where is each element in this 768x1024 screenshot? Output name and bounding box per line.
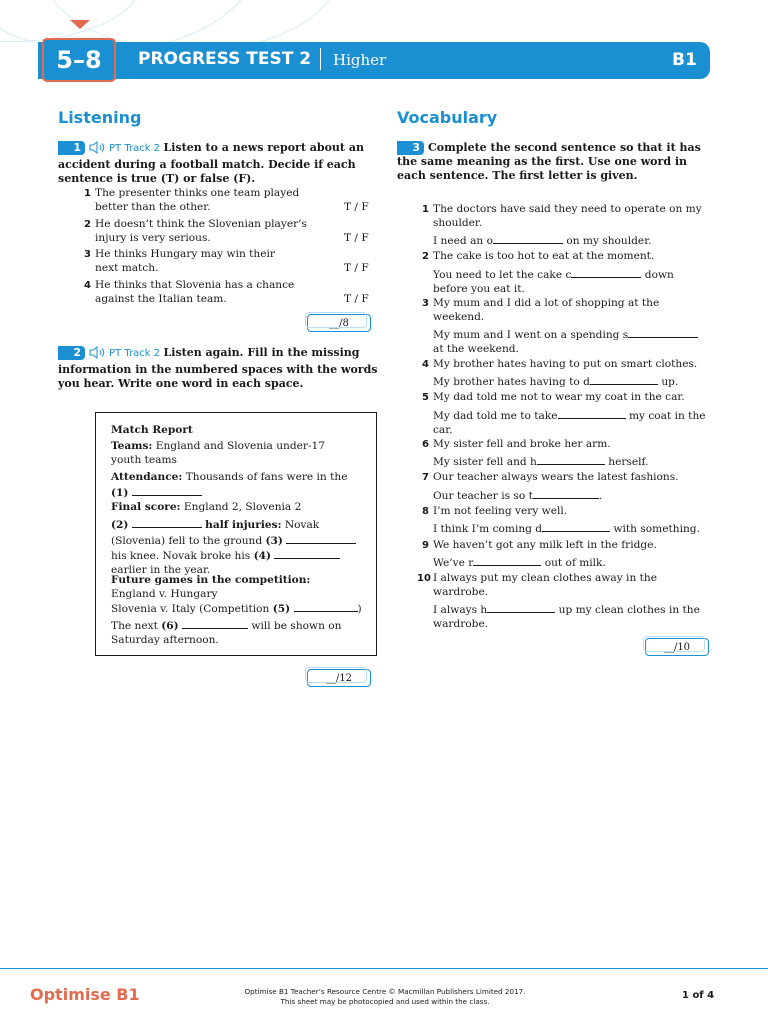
answer-line: My mum and I went on a spending s at the weekend. <box>433 327 713 356</box>
score-box[interactable]: __/12 <box>307 669 371 687</box>
list-item: 10 I always put my clean clothes away in the wardrobe. <box>417 572 657 598</box>
exercise-2-instruction <box>58 346 378 391</box>
answer-blank[interactable] <box>473 555 541 566</box>
item-number: 10 <box>417 573 431 584</box>
report-next: The next (6) will be shown on Saturday afternoon. <box>111 620 342 646</box>
exercise-instruction-text: Listen to a news report about an accident during a football match. Decide if each sentence is true (T) or false (F). <box>58 141 364 185</box>
item-text: The presenter thinks one team played better than the other. <box>95 187 300 213</box>
item-number: 8 <box>422 506 429 517</box>
list-item: 2 The cake is too hot to eat at the moment. <box>433 250 703 264</box>
list-item: 8 I’m not feeling very well. <box>433 505 713 519</box>
item-number: 9 <box>422 540 429 551</box>
answer-line: We’ve r out of milk. <box>433 557 606 569</box>
match-report-box <box>95 412 377 656</box>
listening-heading: Listening <box>58 108 142 127</box>
item-number: 7 <box>422 472 429 483</box>
report-teams: Teams: England and Slovenia under-17 youth teams <box>111 440 326 466</box>
audio-track-label[interactable]: PT Track 2 <box>109 348 161 359</box>
answer-blank-1[interactable] <box>132 485 202 496</box>
list-item <box>84 187 315 214</box>
answer-line: My sister fell and h herself. <box>433 456 649 468</box>
footer-divider <box>0 968 768 969</box>
level-badge: B1 <box>672 50 697 70</box>
answer-line: My brother hates having to d up. <box>433 376 679 388</box>
audio-track-label[interactable]: PT Track 2 <box>109 143 161 154</box>
vocabulary-heading: Vocabulary <box>397 108 498 127</box>
report-attendance: Attendance: Thousands of fans were in the (1) <box>111 471 348 499</box>
item-number: 5 <box>422 392 429 403</box>
item-number: 6 <box>422 439 429 450</box>
exercise-number: 3 <box>397 141 424 155</box>
report-injuries: (2) half injuries: Novak (Slovenia) fell to the ground (3) his knee. Novak broke his (4) earlier in the year. <box>111 517 373 577</box>
item-text: He thinks Hungary may win their next match. <box>95 248 275 274</box>
item-number: 1 <box>422 204 429 215</box>
list-item: 7 Our teacher always wears the latest fashions. <box>433 471 713 485</box>
item-number: 2 <box>422 251 429 262</box>
true-false-choice[interactable]: T / F <box>344 293 369 305</box>
item-text: He doesn’t think the Slovenian player’s injury is very serious. <box>95 218 307 244</box>
answer-blank[interactable] <box>487 602 555 613</box>
answer-line: Our teacher is so t . <box>433 490 603 502</box>
list-item <box>84 248 295 275</box>
answer-blank[interactable] <box>558 408 626 419</box>
answer-line: I need an o on my shoulder. <box>433 235 652 247</box>
exercise-number: 2 <box>58 346 85 360</box>
copyright-notice: Optimise B1 Teacher’s Resource Centre © Macmillan Publishers Limited 2017. This sheet may be photocopied and used within the class. <box>244 987 526 1006</box>
answer-blank[interactable] <box>628 327 698 338</box>
exercise-instruction-text: Complete the second sentence so that it has the same meaning as the first. Use one word in each sentence. The first letter is given. <box>397 141 701 182</box>
item-number: 4 <box>84 280 91 291</box>
list-item <box>84 218 325 245</box>
answer-blank[interactable] <box>493 233 563 244</box>
exercise-1-instruction <box>58 141 378 186</box>
answer-line: I think I’m coming d with something. <box>433 523 700 535</box>
item-number: 4 <box>422 359 429 370</box>
score-box[interactable]: __/8 <box>307 314 371 332</box>
report-final-score: Final score: England 2, Slovenia 2 <box>111 501 302 513</box>
answer-blank[interactable] <box>542 521 610 532</box>
item-number: 3 <box>422 298 429 309</box>
answer-line: You need to let the cake c down before you eat it. <box>433 269 674 295</box>
speaker-icon[interactable] <box>89 141 109 158</box>
report-title: Match Report <box>111 424 193 436</box>
answer-line: I always h up my clean clothes in the wardrobe. <box>433 604 700 630</box>
answer-blank-6[interactable] <box>182 618 248 629</box>
title-divider <box>320 48 321 70</box>
answer-blank-4[interactable] <box>274 548 340 559</box>
list-item: 5 My dad told me not to wear my coat in the car. <box>433 391 713 405</box>
true-false-choice[interactable]: T / F <box>344 262 369 274</box>
item-number: 2 <box>84 219 91 230</box>
brand-logo: Optimise B1 <box>30 985 140 1004</box>
list-item: 3 My mum and I did a lot of shopping at the weekend. <box>433 297 703 324</box>
answer-blank[interactable] <box>533 488 599 499</box>
page-subtitle: Higher <box>333 51 387 69</box>
answer-blank-3[interactable] <box>286 533 356 544</box>
list-item: 9 We haven’t got any milk left in the fridge. <box>433 539 713 553</box>
exercise-number: 1 <box>58 141 85 155</box>
true-false-choice[interactable]: T / F <box>344 232 369 244</box>
true-false-choice[interactable]: T / F <box>344 201 369 213</box>
answer-blank-5[interactable] <box>294 601 358 612</box>
unit-marker-icon <box>70 20 90 29</box>
list-item <box>84 279 315 306</box>
answer-blank[interactable] <box>590 374 658 385</box>
exercise-3-instruction <box>397 141 707 183</box>
answer-line: My dad told me to take my coat in the car. <box>433 410 706 436</box>
page-number: 1 of 4 <box>682 990 715 1001</box>
list-item: 4 My brother hates having to put on smart clothes. <box>433 358 713 372</box>
score-box[interactable]: __/10 <box>645 638 709 656</box>
list-item: 6 My sister fell and broke her arm. <box>433 438 713 452</box>
item-number: 3 <box>84 249 91 260</box>
speaker-icon[interactable] <box>89 346 109 363</box>
answer-blank-2[interactable] <box>132 517 202 528</box>
unit-badge: 5–8 <box>42 38 116 82</box>
list-item: 1 The doctors have said they need to operate on my shoulder. <box>433 203 703 230</box>
answer-blank[interactable] <box>537 454 605 465</box>
page-title: PROGRESS TEST 2 <box>138 49 312 69</box>
item-text: He thinks that Slovenia has a chance against the Italian team. <box>95 279 295 305</box>
report-future-games: Future games in the competition: England v. Hungary Slovenia v. Italy (Competition (5) ) <box>111 574 362 615</box>
answer-blank[interactable] <box>571 267 641 278</box>
exercise-instruction-text: Listen again. Fill in the missing information in the numbered spaces with the words you hear. Write one word in each space. <box>58 346 378 390</box>
item-number: 1 <box>84 188 91 199</box>
